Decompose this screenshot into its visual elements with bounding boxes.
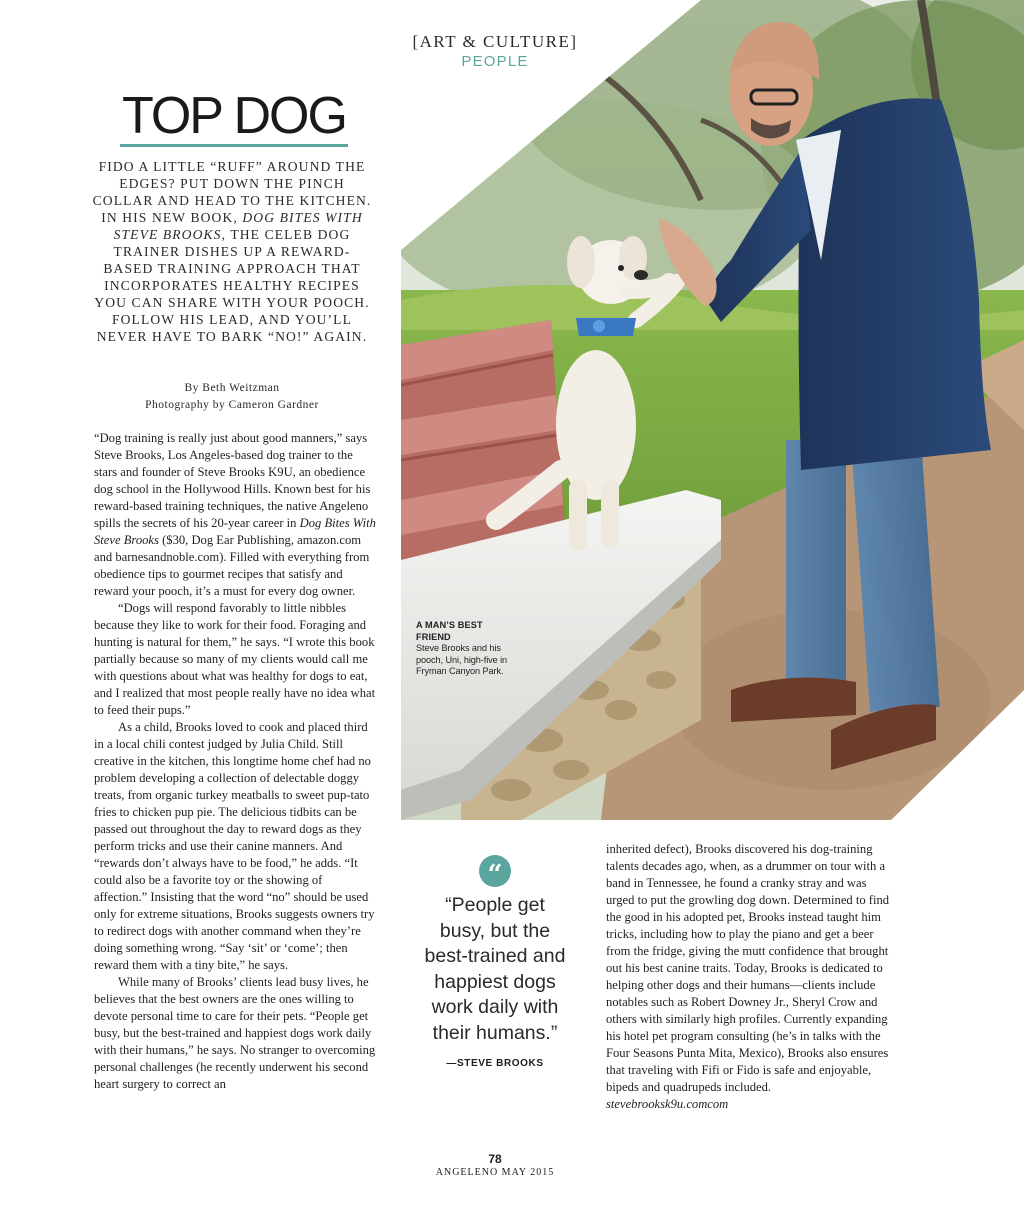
paragraph-text: ($30, Dog Ear Publishing, amazon.com and barnesandnoble.com). Filled with everything from obedience tips to gourmet recipes that satisfy and reward your pooch, it’s a must for every dog owner. (94, 533, 370, 598)
dek-text-2: , THE CELEB DOG TRAINER DISHES UP A REWARD-BASED TRAINING APPROACH THAT INCORPORATES HEALTHY RECIPES YOU CAN SHARE WITH YOUR POOCH. FOLLOW HIS LEAD, AND YOU’LL NEVER HAVE TO BARK “NO!” AGAIN. (94, 227, 370, 344)
issue-line: ANGELENO MAY 2015 (435, 1167, 555, 1178)
body-paragraph: inherited defect), Brooks discovered his dog-training talents decades ago, when, as a drummer on tour with a band in Tennessee, he found a cranky stray and was urged to put the growling dog down. Determined to find the good in his adopted pet, Brooks instead taught him tricks, including how to play the piano and get a beer from the fridge, giving the mutt confidence that brought out his best canine traits. Today, Brooks is dedicated to helping other dogs and their humans—clients include notables such as Robert Downey Jr., Sheryl Crow and others with similarly high profiles. Currently expanding his hotel pet program consulting (he’s in talks with the Four Seasons Punta Mita, Mexico), Brooks also ensures that traveling with Fifi or Fido is safe and enjoyable, bipeds and quadrupeds included. (606, 842, 890, 1094)
section-label: [ART & CULTURE] (412, 32, 578, 51)
page-footer (418, 1152, 572, 1178)
caption-text: Steve Brooks and his pooch, Uni, high-five in Fryman Canyon Park. (416, 643, 508, 676)
pull-quote-text: “People get busy, but the best-trained and happiest dogs work daily with their humans.” (424, 894, 566, 1044)
caption-title: A MAN’S BEST FRIEND (416, 620, 483, 642)
credits (92, 380, 372, 414)
article-dek (92, 158, 372, 345)
paragraph-text: “Dog training is really just about good manners,” says Steve Brooks, Los Angeles-based dog trainer to the stars and founder of Steve Brooks K9U, an obedience dog school in the Hollywood Hills. Known best for his reward-based training techniques, the native Angeleno spills the secrets of his 20-year career in (94, 431, 371, 530)
photo-credit: Photography by Cameron Gardner (145, 399, 319, 411)
dek-book-title: DOG BITES WITH STEVE BROOKS (113, 210, 363, 242)
body-column-right (606, 841, 890, 1113)
article-headline: TOP DOG (122, 87, 346, 145)
page-number: 78 (488, 1152, 502, 1166)
byline: By Beth Weitzman (184, 382, 280, 394)
quote-mark-icon: “ (479, 855, 511, 887)
body-column-left (94, 430, 376, 1093)
pull-quote (420, 855, 570, 1069)
feature-photo-illustration (401, 0, 1024, 820)
subsection-label: PEOPLE (461, 53, 529, 70)
dek-text-1: FIDO A LITTLE “RUFF” AROUND THE EDGES? PUT DOWN THE PINCH COLLAR AND HEAD TO THE KITCHEN. IN HIS NEW BOOK, (92, 159, 372, 225)
photo-caption (416, 620, 520, 678)
body-paragraph: As a child, Brooks loved to cook and placed third in a local chili contest judged by Julia Child. Still creative in the kitchen, this longtime home chef had no problem developing a collection of delectable doggy treats, from organic turkey meatballs to sweet pup-tato fries to chicken pup pie. The delicious tidbits can be passed out throughout the day to reward dogs as they perform tricks and use their canine manners. And “rewards don’t always have to be food,” he adds. “It could also be a favorite toy or the showing of affection.” Insisting that the word “no” should be used only for extreme situations, Brooks suggests owners try to redirect dogs with another command when they’re doing something wrong. “Say ‘sit’ or ‘come’; then reward them with a tiny bite,” he says. (94, 720, 375, 972)
body-paragraph: While many of Brooks’ clients lead busy lives, he believes that the best owners are the ones willing to devote personal time to care for their pets. “People get busy, but the best-trained and happiest dogs work daily with their humans,” he says. No stranger to overcoming personal challenges (he recently underwent his second heart surgery to correct an (94, 975, 376, 1091)
book-title: Dog Bites With Steve Brooks (94, 516, 376, 547)
website-link[interactable]: stevebrooksk9u.comcom (606, 1097, 729, 1111)
headline-block (86, 88, 382, 147)
body-paragraph (94, 430, 376, 600)
pull-quote-attribution: —STEVE BROOKS (446, 1058, 544, 1069)
feature-photo (401, 0, 1024, 820)
body-paragraph: “Dogs will respond favorably to little nibbles because they like to work for their food. Foraging and hunting is natural for them,” he says. “I wrote this book partially because so many of my clients would call me with questions about what was healthy for dogs to eat, and I realized that most people really have no idea what to feed their pups.” (94, 601, 376, 717)
